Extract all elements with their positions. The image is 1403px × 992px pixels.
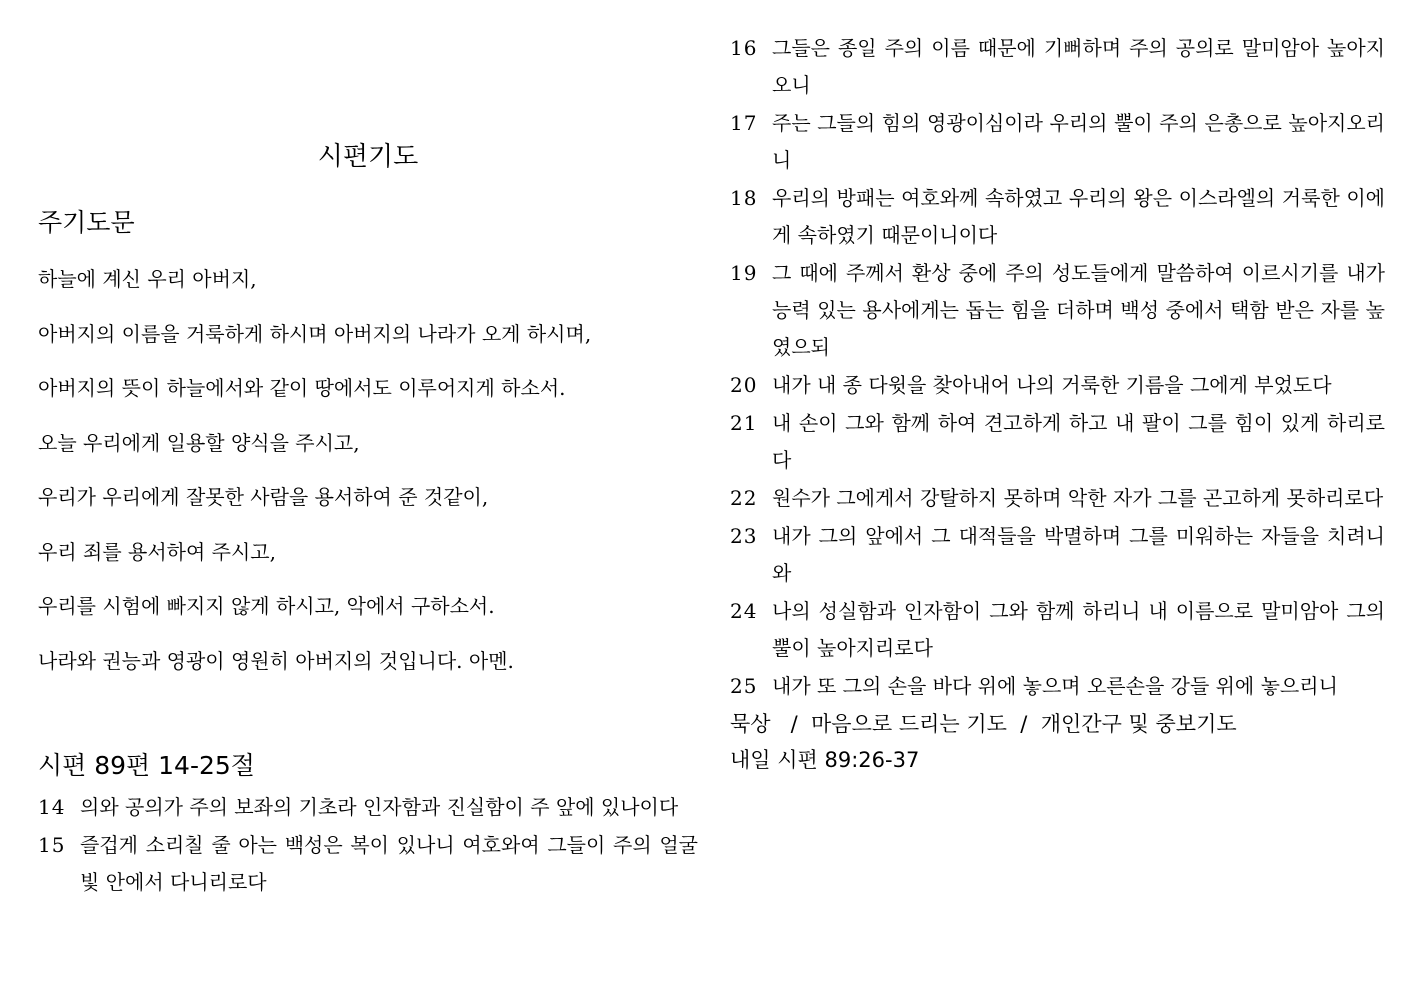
tomorrow-reading: 내일 시편 89:26-37: [730, 748, 920, 772]
verse-text: 내가 그의 앞에서 그 대적들을 박멸하며 그를 미워하는 자들을 치려니와: [772, 524, 1385, 585]
verse-number: 16: [730, 36, 758, 60]
verse: [730, 593, 1385, 667]
verse: [730, 180, 1385, 254]
page-title: 시편기도: [317, 142, 419, 172]
psalm-heading: 시편 89편 14-25절: [38, 751, 255, 780]
prayer-line: 하늘에 계신 우리 아버지,: [38, 267, 257, 291]
verse-list-left: [38, 789, 698, 902]
verse: [730, 518, 1385, 592]
meditation-line: 묵상 / 마음으로 드리는 기도 / 개인간구 및 중보기도: [730, 712, 1237, 736]
right-column: [730, 30, 1385, 778]
verse: [730, 405, 1385, 479]
verse: [730, 255, 1385, 366]
verse-text: 나의 성실함과 인자함이 그와 함께 하리니 내 이름으로 말미암아 그의 뿔이 높아지리로다: [772, 599, 1385, 660]
verse-text: 내 손이 그와 함께 하여 견고하게 하고 내 팔이 그를 힘이 있게 하리로다: [772, 411, 1385, 472]
verse-text: 그들은 종일 주의 이름 때문에 기뻐하며 주의 공의로 말미암아 높아지오니: [772, 36, 1385, 97]
prayer-line: 우리가 우리에게 잘못한 사람을 용서하여 준 것같이,: [38, 485, 489, 509]
verse-text: 우리의 방패는 여호와께 속하였고 우리의 왕은 이스라엘의 거룩한 이에게 속하였기 때문이니이다: [772, 186, 1385, 247]
verse-number: 24: [730, 599, 758, 623]
verse-text: 주는 그들의 힘의 영광이심이라 우리의 뿔이 주의 은총으로 높아지오리니: [772, 111, 1385, 172]
verse: [730, 30, 1385, 104]
verse-number: 23: [730, 524, 758, 548]
prayer-line: 아버지의 이름을 거룩하게 하시며 아버지의 나라가 오게 하시며,: [38, 321, 592, 346]
lords-prayer: [38, 262, 698, 698]
verse-number: 19: [730, 261, 758, 285]
verse: [730, 367, 1385, 404]
verse: [38, 789, 698, 826]
prayer-line: 오늘 우리에게 일용할 양식을 주시고,: [38, 430, 360, 455]
verse: [730, 480, 1385, 517]
verse-number: 22: [730, 486, 758, 510]
verse-number: 21: [730, 411, 758, 435]
verse-number: 17: [730, 111, 758, 135]
verse-number: 15: [38, 833, 66, 857]
prayer-line: 나라와 권능과 영광이 영원히 아버지의 것입니다. 아멘.: [38, 648, 514, 673]
verse-number: 20: [730, 373, 758, 397]
verse: [38, 827, 698, 901]
verse: [730, 668, 1385, 705]
lords-prayer-heading: 주기도문: [38, 208, 135, 237]
prayer-line: 우리 죄를 용서하여 주시고,: [38, 539, 276, 564]
verse: [730, 105, 1385, 179]
prayer-line: 우리를 시험에 빠지지 않게 하시고, 악에서 구하소서.: [38, 594, 495, 618]
verse-text: 즐겁게 소리칠 줄 아는 백성은 복이 있나니 여호와여 그들이 주의 얼굴 빛 안에서 다니리로다: [80, 833, 698, 894]
verse-text: 그 때에 주께서 환상 중에 주의 성도들에게 말씀하여 이르시기를 내가 능력 있는 용사에게는 돕는 힘을 더하며 백성 중에서 택함 받은 자를 높였으되: [772, 261, 1385, 359]
verse-text: 내가 내 종 다윗을 찾아내어 나의 거룩한 기름을 그에게 부었도다: [772, 373, 1332, 397]
verse-text: 내가 또 그의 손을 바다 위에 놓으며 오른손을 강들 위에 놓으리니: [772, 674, 1338, 698]
prayer-line: 아버지의 뜻이 하늘에서와 같이 땅에서도 이루어지게 하소서.: [38, 376, 566, 400]
verse-number: 25: [730, 674, 758, 698]
verse-text: 원수가 그에게서 강탈하지 못하며 악한 자가 그를 곤고하게 못하리로다: [772, 486, 1384, 510]
verse-text: 의와 공의가 주의 보좌의 기초라 인자함과 진실함이 주 앞에 있나이다: [80, 795, 679, 819]
verse-number: 18: [730, 186, 758, 210]
verse-number: 14: [38, 795, 66, 819]
